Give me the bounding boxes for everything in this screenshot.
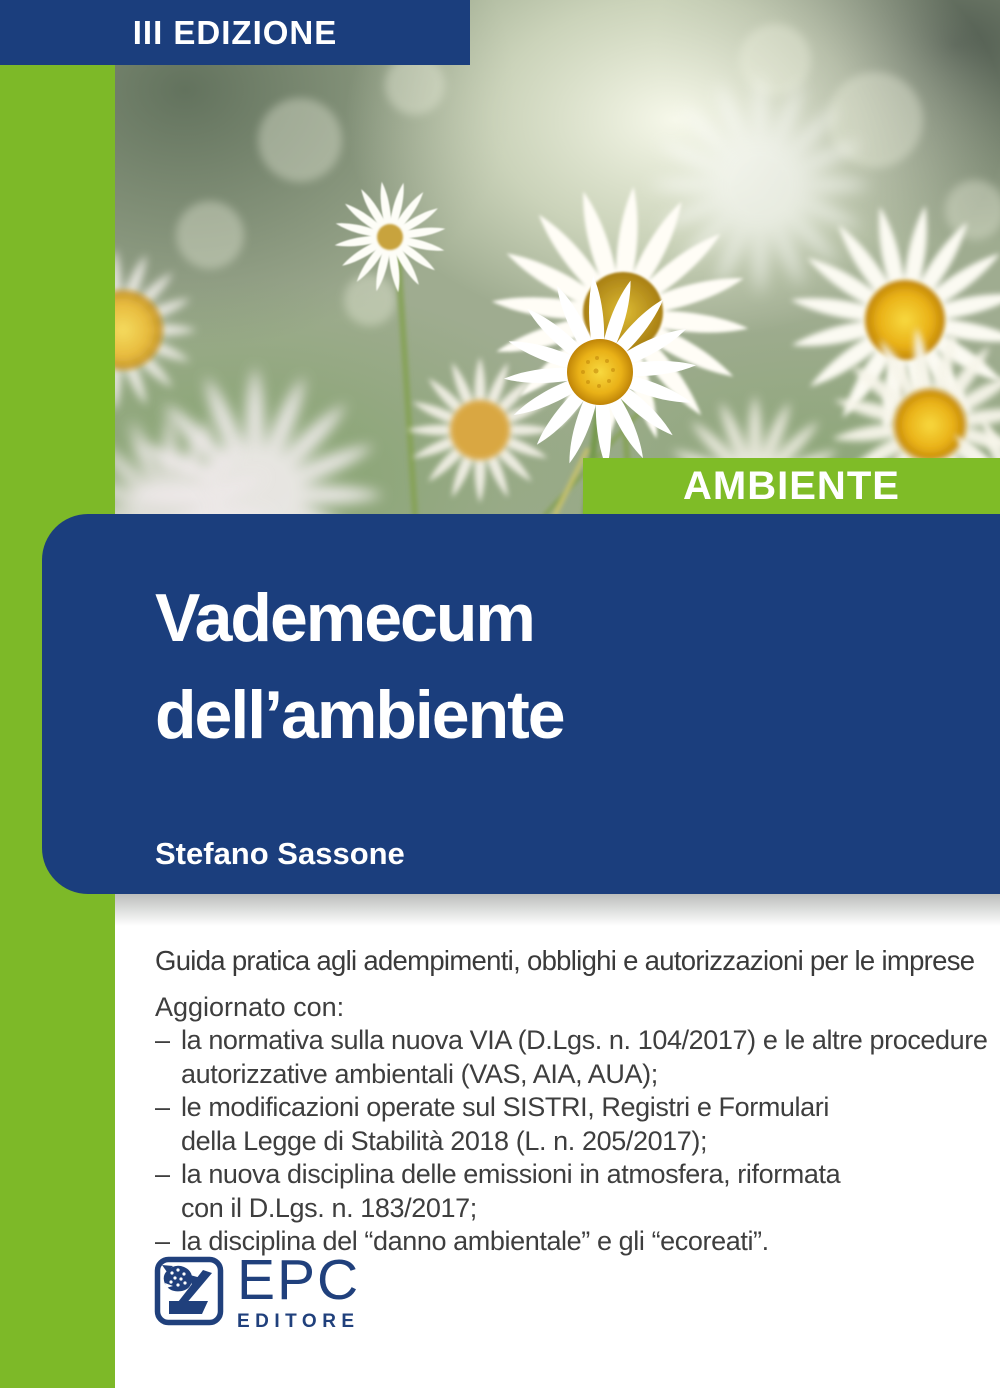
dash-bullet: – [155, 1092, 170, 1122]
epc-leopard-quill-book-logo-icon [154, 1256, 224, 1326]
update-intro: Aggiornato con: [155, 992, 345, 1022]
bullet-1-line-1: la normativa sulla nuova VIA (D.Lgs. n. 104/2017) e le altre procedure [181, 1025, 988, 1055]
bullet-text [181, 1024, 987, 1091]
bullet-2-line-1: le modificazioni operate sul SISTRI, Registri e Formulari [181, 1092, 829, 1122]
bullet-item-1 [155, 1024, 1000, 1091]
book-title [155, 570, 564, 764]
bullet-3-line-1: la nuova disciplina delle emissioni in atmosfera, riformata [181, 1159, 841, 1189]
bullet-2-line-2: della Legge di Stabilità 2018 (L. n. 205/2017); [181, 1125, 708, 1156]
author-name: Stefano Sassone [155, 836, 405, 871]
category-label: AMBIENTE [683, 463, 900, 508]
tagline: Guida pratica agli adempimenti, obblighi e autorizzazioni per le imprese [155, 945, 975, 976]
edition-label: III EDIZIONE [132, 13, 338, 51]
publisher-logo-block [154, 1248, 361, 1333]
publisher-text [237, 1248, 361, 1333]
bullet-4-line-1: la disciplina del “danno ambientale” e gli “ecoreati”. [181, 1226, 769, 1256]
edition-banner [0, 0, 470, 65]
title-line-1: Vademecum [155, 580, 534, 656]
description-block [155, 944, 1000, 1259]
title-line-2: dell’ambiente [155, 677, 564, 753]
bullet-1-line-2: autorizzative ambientali (VAS, AIA, AUA); [181, 1058, 658, 1089]
dash-bullet: – [155, 1226, 170, 1256]
bullet-text [181, 1091, 829, 1158]
category-band [583, 458, 1000, 514]
publisher-name: EPC [237, 1248, 361, 1312]
bullet-3-line-2: con il D.Lgs. n. 183/2017; [181, 1192, 477, 1223]
dash-bullet: – [155, 1159, 170, 1189]
bullet-item-3 [155, 1158, 1000, 1225]
publisher-subtitle: EDITORE [237, 1311, 360, 1332]
dash-bullet: – [155, 1025, 170, 1055]
title-panel [42, 514, 1000, 894]
daisy-meadow-photo [115, 0, 1000, 515]
bullet-item-2 [155, 1091, 1000, 1158]
bullet-text [181, 1158, 840, 1225]
panel-drop-shadow [115, 894, 1000, 926]
